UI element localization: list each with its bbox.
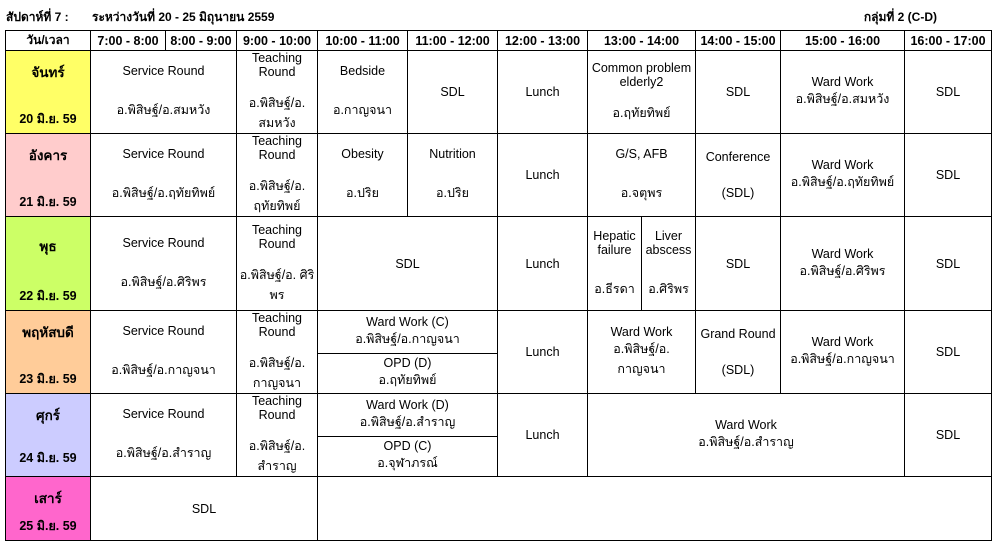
ward-work-d-cell [318,394,498,437]
day-date: 21 มิ.ย. 59 [19,195,77,209]
slot-staff: อ.จตุพร [620,186,663,200]
slot-staff: อ.พิสิษฐ์/อ.สำราญ [698,435,794,449]
day-name: ศุกร์ [36,408,60,423]
slot-staff: อ.พิสิษฐ์/อ. สำราญ [248,439,306,473]
slot-title: Service Round [122,324,205,338]
slot-staff: อ.ฤทัยทิพย์ [378,373,437,388]
slot-title: OPD (D) [383,356,432,371]
slot-title: Service Round [122,64,205,78]
row-saturday [6,477,992,541]
slot-title: Liver abscess [645,228,692,257]
teaching-round-cell [237,51,318,134]
day-cell [6,134,91,217]
slot-title: Teaching Round [251,394,303,422]
slot-title: Common problem elderly2 [591,61,692,89]
slot-staff: อ.พิสิษฐ์/อ.กาญจนา [790,352,895,366]
slot-title: Ward Work [811,75,874,89]
col-header: 16:00 - 17:00 [905,31,992,51]
service-round-cell [91,217,237,311]
slot-staff: (SDL) [721,186,755,200]
slot-staff: อ.พิสิษฐ์/อ.สมหวัง [795,92,890,106]
slot-title: Ward Work [610,325,673,339]
row-wednesday [6,217,992,311]
slot-title: Ward Work [811,246,874,261]
lunch-cell: Lunch [498,134,588,217]
col-header: 9:00 - 10:00 [237,31,318,51]
service-round-cell [91,134,237,217]
col-header: 15:00 - 16:00 [781,31,905,51]
slot-title: Hepatic failure [593,228,636,257]
slot-staff: อ.ปริย [436,186,469,200]
slot-staff: อ.พิสิษฐ์/อ.สำราญ [359,414,456,429]
slot-cell: SDL [408,51,498,134]
slot-title: Service Round [122,235,205,250]
ward-work-cell [781,51,905,134]
row-thursday [6,311,992,354]
day-date: 25 มิ.ย. 59 [19,519,77,533]
day-name: อังคาร [28,148,68,163]
slot-staff: อ.ฤทัยทิพย์ [612,106,671,120]
slot-staff: อ.กาญจนา [332,103,393,117]
slot-cell: SDL [905,217,992,311]
slot-cell: SDL [905,311,992,394]
slot-staff: อ.พิสิษฐ์/อ.สำราญ [115,446,212,460]
slot-cell: SDL [91,477,318,541]
slot-title: Ward Work [811,158,874,172]
service-round-cell [91,394,237,477]
slot-title: G/S, AFB [615,147,668,161]
day-date: 20 มิ.ย. 59 [19,112,77,126]
slot-staff: อ.พิสิษฐ์/อ. ศิริพร [239,267,315,302]
slot-title: OPD (C) [383,439,432,454]
day-cell [6,217,91,311]
col-header: 14:00 - 15:00 [696,31,781,51]
slot-staff: อ.พิสิษฐ์/อ.สมหวัง [116,103,211,117]
lunch-cell: Lunch [498,51,588,134]
slot-cell: SDL [318,217,498,311]
teaching-round-cell [237,217,318,311]
col-header: 13:00 - 14:00 [588,31,696,51]
lunch-cell: Lunch [498,311,588,394]
service-round-cell [91,51,237,134]
slot-staff: อ.พิสิษฐ์/อ. กาญจนา [248,356,306,390]
slot-staff: อ.พิสิษฐ์/อ.ศิริพร [799,263,886,278]
slot-title: Ward Work (C) [366,314,449,329]
slot-title: Service Round [122,147,205,161]
slot-title: Teaching Round [251,311,303,339]
day-cell [6,477,91,541]
row-tuesday [6,134,992,217]
slot-cell: SDL [905,51,992,134]
row-friday [6,394,992,437]
teaching-round-cell [237,311,318,394]
date-range: ระหว่างวันที่ 20 - 25 มิถุนายน 2559 [92,10,275,24]
slot-cell [696,311,781,394]
row-monday [6,51,992,134]
lunch-cell: Lunch [498,394,588,477]
slot-staff: อ.พิสิษฐ์/อ.กาญจนา [355,331,460,346]
slot-staff: อ.พิสิษฐ์/อ.ฤทัยทิพย์ [790,175,895,189]
slot-cell: SDL [905,134,992,217]
empty-cell [318,477,992,541]
ward-work-cell [781,311,905,394]
slot-cell [588,134,696,217]
ward-work-c-cell [318,311,498,354]
day-name: เสาร์ [34,491,62,506]
slot-cell [642,217,696,311]
slot-staff: อ.จุฬาภรณ์ [377,456,438,471]
col-header: 10:00 - 11:00 [318,31,408,51]
slot-staff: อ.พิสิษฐ์/อ. สมหวัง [248,96,306,130]
teaching-round-cell [237,394,318,477]
slot-title: Conference [705,150,771,164]
slot-title: Bedside [339,64,386,78]
slot-staff: อ.พิสิษฐ์/อ.ฤทัยทิพย์ [111,186,216,200]
header-row [6,31,992,51]
slot-cell [588,311,696,394]
service-round-cell [91,311,237,394]
opd-d-cell [318,353,498,393]
slot-staff: อ.ธีรดา [594,281,635,296]
slot-title: Teaching Round [251,222,303,251]
slot-cell [588,51,696,134]
day-date: 24 มิ.ย. 59 [19,451,77,465]
ward-work-cell [588,394,905,477]
teaching-round-cell [237,134,318,217]
schedule-table [5,30,992,541]
slot-staff: อ.พิสิษฐ์/อ.ศิริพร [120,274,207,289]
slot-cell [318,134,408,217]
group-label: กลุ่มที่ 2 (C-D) [863,10,937,24]
slot-cell [408,134,498,217]
slot-title: Ward Work (D) [366,397,449,412]
slot-cell [696,134,781,217]
lunch-cell: Lunch [498,217,588,311]
day-cell [6,51,91,134]
slot-cell [588,217,642,311]
slot-title: Ward Work [811,335,874,349]
slot-cell: SDL [696,51,781,134]
slot-cell: SDL [905,394,992,477]
slot-staff: อ.พิสิษฐ์/อ. กาญจนา [613,342,670,376]
day-name: พุธ [39,239,57,254]
week-label: สัปดาห์ที่ 7 : [6,10,69,24]
slot-title: Teaching Round [251,134,303,162]
slot-staff: อ.พิสิษฐ์/อ. ฤทัยทิพย์ [248,179,306,213]
col-header: 7:00 - 8:00 [91,31,166,51]
slot-cell [318,51,408,134]
slot-title: Service Round [122,407,205,421]
slot-title: Ward Work [715,418,777,432]
opd-c-cell [318,436,498,476]
corner-header: วัน/เวลา [6,31,91,51]
day-cell [6,394,91,477]
day-date: 23 มิ.ย. 59 [19,372,77,386]
ward-work-cell [781,134,905,217]
slot-title: Obesity [341,147,384,161]
slot-title: Teaching Round [251,51,303,79]
col-header: 8:00 - 9:00 [166,31,237,51]
slot-staff: อ.ปริย [346,186,379,200]
ward-work-cell [781,217,905,311]
slot-staff: อ.ศิริพร [648,281,689,296]
day-name: พฤหัสบดี [22,325,74,340]
day-date: 22 มิ.ย. 59 [19,289,77,303]
page-header [0,0,999,30]
slot-staff: (SDL) [721,363,755,377]
slot-staff: อ.พิสิษฐ์/อ.กาญจนา [111,363,216,377]
day-cell [6,311,91,394]
slot-title: Grand Round [700,327,776,341]
slot-title: Nutrition [429,147,476,161]
col-header: 12:00 - 13:00 [498,31,588,51]
slot-cell: SDL [696,217,781,311]
col-header: 11:00 - 12:00 [408,31,498,51]
day-name: จันทร์ [31,65,65,80]
